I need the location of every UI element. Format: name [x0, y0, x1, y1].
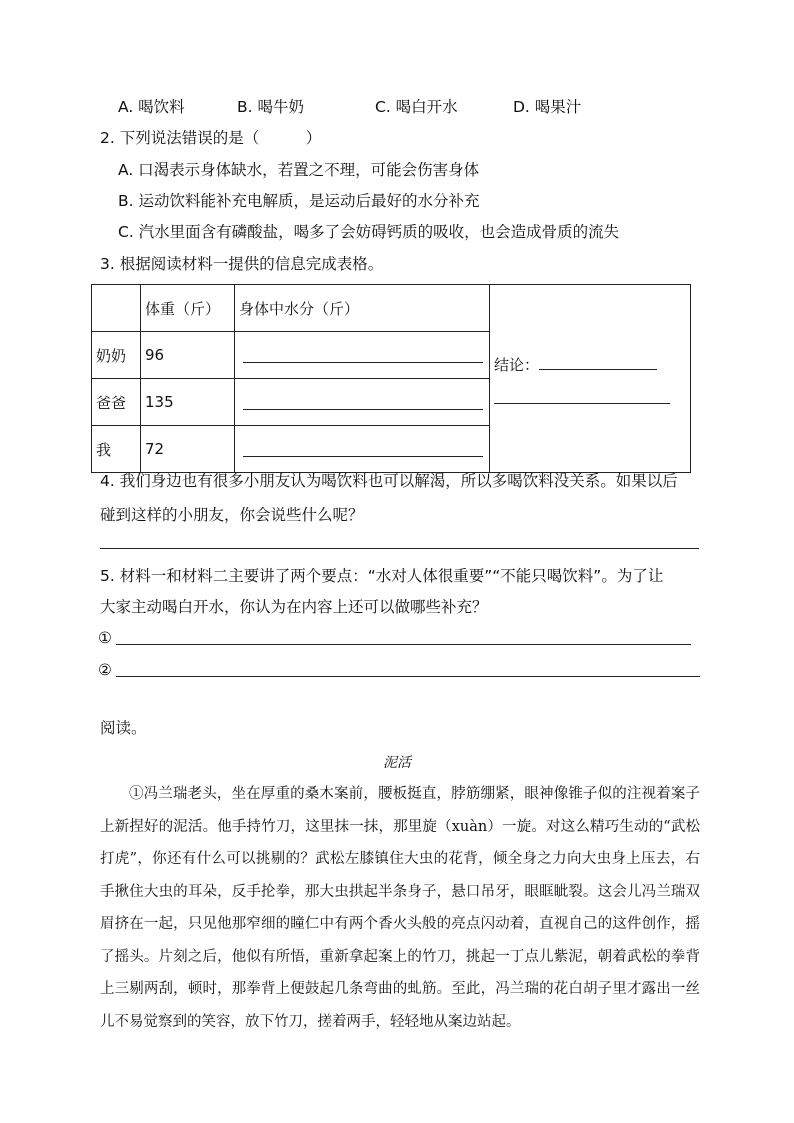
q4-answer-line[interactable]	[100, 548, 699, 549]
reading-label: 阅读。	[100, 719, 147, 737]
q4-line-2: 碰到这样的小朋友，你会说些什么呢？	[100, 506, 364, 524]
q2-option-c: C. 汽水里面含有磷酸盐，喝多了会妨碍钙质的吸收，也会造成骨质的流失	[118, 223, 620, 241]
conclusion-blank-2[interactable]	[494, 381, 670, 404]
q2-option-b: B. 运动饮料能补充电解质，是运动后最好的水分补充	[118, 192, 480, 210]
row-weight: 72	[141, 426, 235, 473]
q4-line-1: 4. 我们身边也有很多小朋友认为喝饮料也可以解渴，所以多喝饮料没关系。如果以后	[100, 472, 678, 490]
story-paragraph: ①冯兰瑞老头，坐在厚重的桑木案前，腰板挺直，脖筋绷紧，眼神像锥子似的注视着案子上新捏好的泥活。他手持竹刀，这里抹一抹，那里旋（xuàn）一旋。对这么精巧生动的“武松打虎”，你还有什么可以挑剔的？武松左膝镇住大虫的花背，倾全身之力向大虫身上压去，右手揪住大虫的耳朵，反手抡拳，那大虫拱起半条身子，悬口吊牙，眼眶眦裂。这会儿冯兰瑞双眉挤在一起，只见他那窄细的瞳仁中有两个香火头般的亮点闪动着，直视自己的这件创作，摇了摇头。片刻之后，他似有所悟，重新拿起案上的竹刀，挑起一丁点儿紫泥，朝着武松的拳背上三剔两刮，顿时，那拳背上便鼓起几条弯曲的虬筋。至此，冯兰瑞的花白胡子里才露出一丝儿不易觉察到的笑容，放下竹刀，搓着两手，轻轻地从案边站起。	[100, 786, 700, 1030]
row-name: 我	[92, 426, 141, 473]
q1-option-a: A. 喝饮料	[118, 98, 185, 116]
q1-option-d: D. 喝果汁	[513, 98, 582, 116]
conclusion-label: 结论：	[494, 355, 540, 374]
q1-option-c: C. 喝白开水	[375, 98, 458, 116]
row-weight: 135	[141, 379, 235, 426]
row-name: 奶奶	[92, 332, 141, 379]
q5-line-2: 大家主动喝白开水，你认为在内容上还可以做哪些补充？	[100, 598, 488, 616]
table-header-water: 身体中水分（斤）	[235, 285, 490, 332]
row-weight: 96	[141, 332, 235, 379]
q5-line-1: 5. 材料一和材料二主要讲了两个要点：“水对人体很重要”“不能只喝饮料”。为了让	[100, 567, 664, 585]
story-title: 泥活	[383, 755, 411, 771]
row-water-blank[interactable]	[235, 426, 490, 473]
table-header-row	[92, 285, 691, 332]
q1-option-b: B. 喝牛奶	[237, 98, 304, 116]
conclusion-cell	[490, 285, 691, 473]
q5-answer-line-2[interactable]	[116, 676, 700, 677]
table-header-empty	[92, 285, 141, 332]
table-header-weight: 体重（斤）	[141, 285, 235, 332]
conclusion-blank[interactable]	[539, 355, 657, 370]
q5-answer-line-1[interactable]	[116, 644, 691, 645]
q3-stem: 3. 根据阅读材料一提供的信息完成表格。	[100, 255, 384, 273]
row-water-blank[interactable]	[235, 332, 490, 379]
row-water-blank[interactable]	[235, 379, 490, 426]
row-name: 爸爸	[92, 379, 141, 426]
conclusion	[494, 354, 686, 375]
q5-mark-2: ②	[98, 661, 112, 679]
q2-stem: 2. 下列说法错误的是（ ）	[100, 129, 322, 147]
q2-option-a: A. 口渴表示身体缺水，若置之不理，可能会伤害身体	[118, 161, 480, 179]
q5-mark-1: ①	[98, 629, 112, 647]
water-table	[91, 284, 691, 473]
